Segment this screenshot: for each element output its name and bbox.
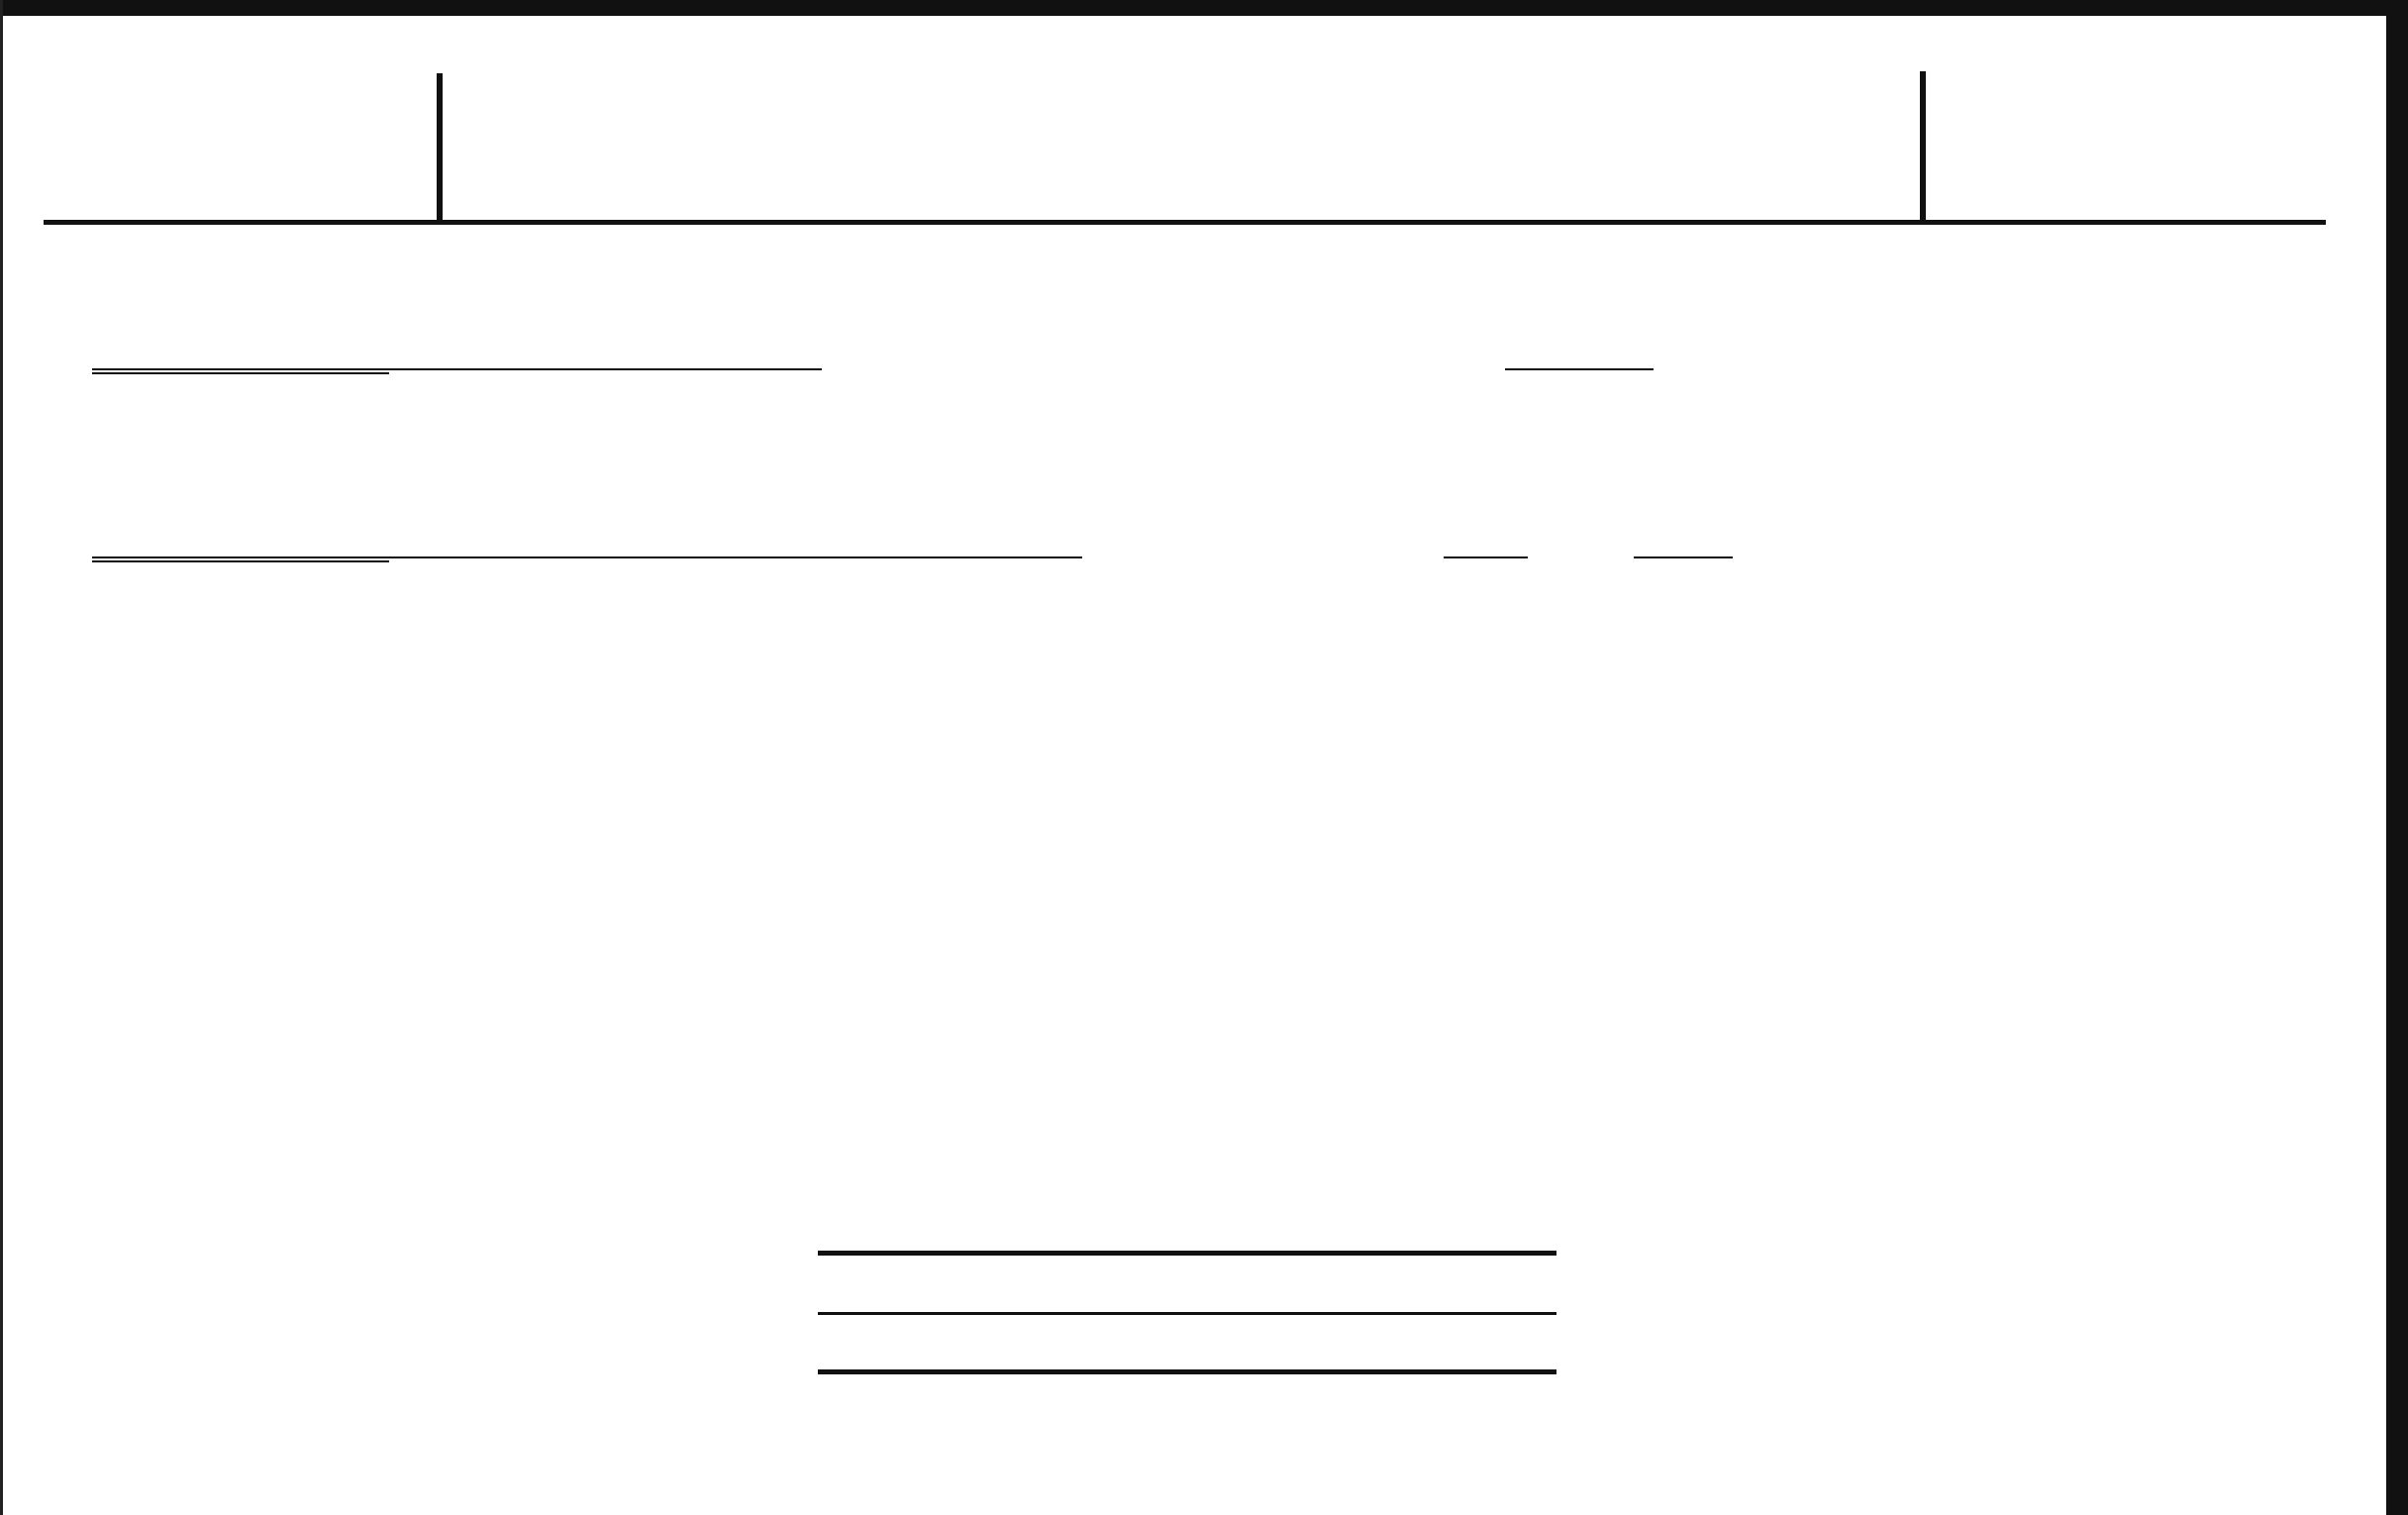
max-ratings-heading-underline — [92, 368, 822, 370]
electrical-heading-underline — [92, 556, 1082, 558]
header-divider-right — [1920, 71, 1926, 222]
electrical-symbol-rule — [92, 560, 389, 562]
symbol-column-rule — [92, 372, 389, 374]
min-column-underline — [1444, 556, 1528, 558]
header-divider-left — [437, 73, 443, 222]
code-table-bottom-rule — [818, 1369, 1556, 1374]
scan-border-right — [2386, 0, 2408, 1515]
scan-border-top — [0, 0, 2408, 16]
max-ratings-column-underline — [1505, 368, 1654, 370]
scan-border-left — [0, 0, 3, 1515]
header-rule — [44, 220, 2326, 225]
code-table-top-rule — [818, 1251, 1556, 1256]
code-table-mid-rule — [818, 1312, 1556, 1315]
max-column-underline — [1634, 556, 1733, 558]
